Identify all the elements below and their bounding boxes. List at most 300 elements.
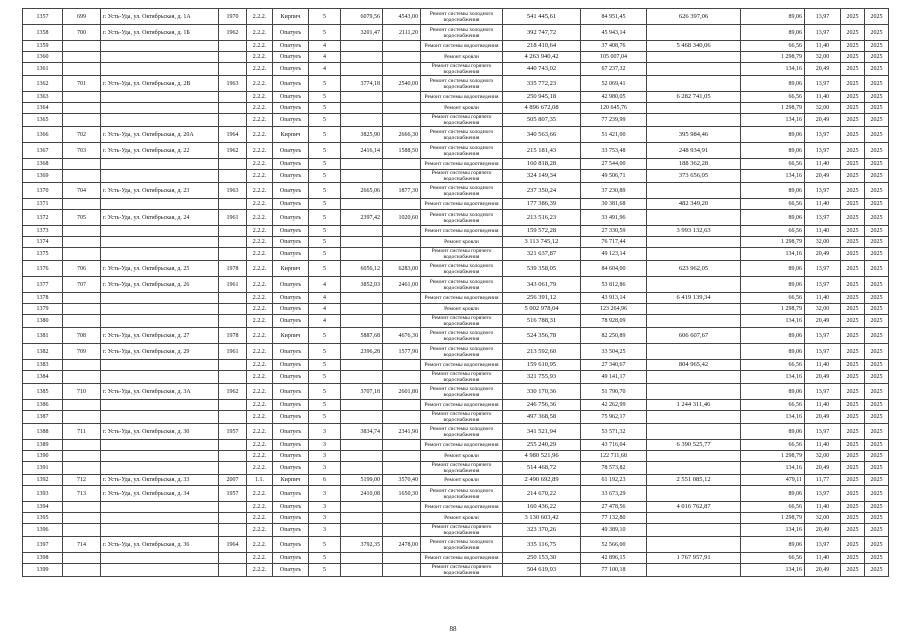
cell-grp: 2.2.2. — [247, 226, 273, 237]
cell-area — [341, 92, 383, 103]
cell-fl: 5 — [309, 76, 341, 92]
cell-y1: 2025 — [841, 114, 865, 127]
cell-mat: Опатуеъ — [273, 41, 309, 52]
cell-cost: 159 610,95 — [503, 360, 581, 371]
cell-area — [341, 502, 383, 513]
cell-liv: 2478,00 — [383, 537, 421, 553]
cell-work: Ремонт кровли — [421, 475, 503, 486]
cell-grp: 2.2.2. — [247, 170, 273, 183]
cell-y2: 2025 — [865, 462, 889, 475]
cell-n: 1368 — [23, 159, 63, 170]
cell-tot: 6 390 525,77 — [647, 440, 741, 451]
cell-area — [341, 159, 383, 170]
cell-n: 1362 — [23, 76, 63, 92]
cell-mat: Опатуеъ — [273, 304, 309, 315]
cell-y1: 2025 — [841, 371, 865, 384]
cell-mat: Опатуеъ — [273, 248, 309, 261]
cell-addr — [101, 411, 219, 424]
cell-mat: Опатуеъ — [273, 76, 309, 92]
table-row — [23, 277, 889, 293]
cell-work: Ремонт системы горячего водоснабжения — [421, 564, 503, 577]
cell-sh: 49 389,10 — [581, 524, 647, 537]
cell-grp: 2.2.2. — [247, 304, 273, 315]
cell-p1: 134,16 — [741, 411, 805, 424]
cell-y1: 2025 — [841, 9, 865, 25]
cell-y1: 2025 — [841, 524, 865, 537]
cell-sh: 45 943,14 — [581, 25, 647, 41]
cell-y1: 2025 — [841, 400, 865, 411]
cell-sh: 76 717,44 — [581, 237, 647, 248]
cell-year: 1961 — [219, 277, 247, 293]
cell-p1: 89,06 — [741, 143, 805, 159]
cell-grp: 2.2.2. — [247, 451, 273, 462]
cell-fl: 3 — [309, 513, 341, 524]
cell-grp: 2.2.2. — [247, 210, 273, 226]
cell-n: 1383 — [23, 360, 63, 371]
cell-y1: 2025 — [841, 199, 865, 210]
cell-ref: 712 — [63, 475, 101, 486]
table-row — [23, 502, 889, 513]
cell-addr: г. Усть-Уда, ул. Октябрьская, д. 1Б — [101, 25, 219, 41]
cell-grp: 2.2.2. — [247, 127, 273, 143]
cell-ref — [63, 315, 101, 328]
cell-sh: 33 673,29 — [581, 486, 647, 502]
table-row — [23, 513, 889, 524]
cell-p1: 134,16 — [741, 170, 805, 183]
cell-work: Ремонт системы холодного водоснабжения — [421, 384, 503, 400]
cell-area — [341, 52, 383, 63]
cell-year: 1961 — [219, 210, 247, 226]
cell-mat: Опатуеъ — [273, 315, 309, 328]
cell-mat: Опатуеъ — [273, 277, 309, 293]
cell-area — [341, 63, 383, 76]
cell-n: 1365 — [23, 114, 63, 127]
cell-sh: 27 330,59 — [581, 226, 647, 237]
cell-n: 1358 — [23, 25, 63, 41]
cell-liv — [383, 114, 421, 127]
cell-y2: 2025 — [865, 103, 889, 114]
table-row — [23, 537, 889, 553]
cell-year — [219, 513, 247, 524]
cell-tot: 606 607,67 — [647, 328, 741, 344]
cell-mat: Опатуеъ — [273, 537, 309, 553]
cell-tot — [647, 304, 741, 315]
table-row — [23, 63, 889, 76]
cell-tot — [647, 114, 741, 127]
cell-p2: 13,97 — [805, 127, 841, 143]
cell-cost: 340 563,66 — [503, 127, 581, 143]
cell-fl: 3 — [309, 440, 341, 451]
table-row — [23, 524, 889, 537]
cell-liv: 4543,00 — [383, 9, 421, 25]
cell-year — [219, 462, 247, 475]
cell-mat: Опатуеъ — [273, 52, 309, 63]
cell-fl: 5 — [309, 564, 341, 577]
cell-year — [219, 371, 247, 384]
table-row — [23, 462, 889, 475]
cell-tot — [647, 237, 741, 248]
cell-area: 3774,18 — [341, 76, 383, 92]
cell-ref — [63, 371, 101, 384]
cell-n: 1398 — [23, 553, 63, 564]
cell-mat: Опатуеъ — [273, 513, 309, 524]
cell-n: 1378 — [23, 293, 63, 304]
cell-grp: 2.2.2. — [247, 564, 273, 577]
cell-work: Ремонт системы горячего водоснабжения — [421, 411, 503, 424]
cell-addr — [101, 400, 219, 411]
cell-p1: 66,56 — [741, 226, 805, 237]
cell-cost: 3 113 745,12 — [503, 237, 581, 248]
cell-liv — [383, 564, 421, 577]
cell-year — [219, 248, 247, 261]
cell-tot — [647, 103, 741, 114]
cell-p1: 134,16 — [741, 462, 805, 475]
cell-fl: 5 — [309, 411, 341, 424]
cell-grp: 2.2.2. — [247, 76, 273, 92]
cell-addr — [101, 248, 219, 261]
cell-n: 1396 — [23, 524, 63, 537]
cell-grp: 2.2.2. — [247, 103, 273, 114]
cell-y2: 2025 — [865, 199, 889, 210]
cell-p2: 20,49 — [805, 315, 841, 328]
cell-y2: 2025 — [865, 502, 889, 513]
cell-n: 1388 — [23, 424, 63, 440]
cell-mat: Кирпич — [273, 328, 309, 344]
cell-ref: 709 — [63, 344, 101, 360]
cell-grp: 2.2.2. — [247, 248, 273, 261]
cell-p2: 20,49 — [805, 524, 841, 537]
cell-liv: 4676,30 — [383, 328, 421, 344]
cell-work: Ремонт системы водоотведения — [421, 502, 503, 513]
cell-p1: 89,06 — [741, 537, 805, 553]
cell-y2: 2025 — [865, 143, 889, 159]
cell-ref — [63, 199, 101, 210]
cell-liv: 2666,30 — [383, 127, 421, 143]
cell-cost: 440 743,02 — [503, 63, 581, 76]
cell-mat: Опатуеъ — [273, 226, 309, 237]
cell-fl: 3 — [309, 424, 341, 440]
cell-y2: 2025 — [865, 400, 889, 411]
cell-fl: 5 — [309, 159, 341, 170]
cell-sh: 77 100,18 — [581, 564, 647, 577]
table-row — [23, 226, 889, 237]
cell-grp: 2.2.2. — [247, 143, 273, 159]
cell-y2: 2025 — [865, 513, 889, 524]
cell-cost: 4 980 521,96 — [503, 451, 581, 462]
cell-work: Ремонт системы холодного водоснабжения — [421, 277, 503, 293]
cell-liv — [383, 440, 421, 451]
cell-work: Ремонт системы холодного водоснабжения — [421, 328, 503, 344]
cell-work: Ремонт системы горячего водоснабжения — [421, 371, 503, 384]
cell-area — [341, 451, 383, 462]
cell-y2: 2025 — [865, 328, 889, 344]
cell-n: 1391 — [23, 462, 63, 475]
cell-n: 1372 — [23, 210, 63, 226]
cell-addr — [101, 159, 219, 170]
cell-mat: Кирпич — [273, 261, 309, 277]
cell-sh: 27 544,00 — [581, 159, 647, 170]
cell-tot: 188 362,28 — [647, 159, 741, 170]
cell-tot: 248 934,91 — [647, 143, 741, 159]
cell-sh: 42 262,99 — [581, 400, 647, 411]
cell-tot: 395 984,46 — [647, 127, 741, 143]
cell-grp: 2.2.2. — [247, 293, 273, 304]
cell-p2: 13,97 — [805, 210, 841, 226]
cell-ref — [63, 502, 101, 513]
cell-n: 1390 — [23, 451, 63, 462]
cell-n: 1374 — [23, 237, 63, 248]
cell-liv — [383, 371, 421, 384]
cell-fl: 4 — [309, 41, 341, 52]
table-row — [23, 143, 889, 159]
cell-mat: Опатуеъ — [273, 451, 309, 462]
cell-tot — [647, 25, 741, 41]
cell-p2: 13,97 — [805, 277, 841, 293]
cell-n: 1371 — [23, 199, 63, 210]
cell-work: Ремонт системы холодного водоснабжения — [421, 143, 503, 159]
cell-year — [219, 63, 247, 76]
cell-area — [341, 41, 383, 52]
cell-liv: 1588,50 — [383, 143, 421, 159]
cell-p1: 89,06 — [741, 127, 805, 143]
cell-y2: 2025 — [865, 440, 889, 451]
cell-year — [219, 553, 247, 564]
cell-liv: 2540,00 — [383, 76, 421, 92]
cell-addr: г. Усть-Уда, ул. Октябрьская, д. 20А — [101, 127, 219, 143]
cell-p2: 20,49 — [805, 63, 841, 76]
cell-y2: 2025 — [865, 63, 889, 76]
cell-fl: 5 — [309, 360, 341, 371]
cell-p1: 89,06 — [741, 344, 805, 360]
table-row — [23, 293, 889, 304]
table-row — [23, 9, 889, 25]
cell-liv: 2461,00 — [383, 277, 421, 293]
cell-y1: 2025 — [841, 103, 865, 114]
cell-tot — [647, 451, 741, 462]
cell-year: 2007 — [219, 475, 247, 486]
cell-p2: 20,49 — [805, 248, 841, 261]
cell-liv: 1650,30 — [383, 486, 421, 502]
cell-addr: г. Усть-Уда, ул. Октябрьская, д. 27 — [101, 328, 219, 344]
cell-liv — [383, 170, 421, 183]
cell-area: 3201,47 — [341, 25, 383, 41]
cell-cost: 505 807,35 — [503, 114, 581, 127]
cell-cost: 5 002 978,04 — [503, 304, 581, 315]
cell-work: Ремонт системы холодного водоснабжения — [421, 537, 503, 553]
cell-y2: 2025 — [865, 170, 889, 183]
cell-work: Ремонт системы холодного водоснабжения — [421, 210, 503, 226]
cell-y2: 2025 — [865, 537, 889, 553]
cell-y2: 2025 — [865, 76, 889, 92]
cell-p1: 66,56 — [741, 199, 805, 210]
cell-tot — [647, 564, 741, 577]
cell-ref — [63, 226, 101, 237]
cell-ref — [63, 293, 101, 304]
cell-year: 1978 — [219, 261, 247, 277]
cell-tot — [647, 52, 741, 63]
cell-mat: Опатуеъ — [273, 170, 309, 183]
cell-ref: 710 — [63, 384, 101, 400]
table-row — [23, 199, 889, 210]
cell-sh: 122 711,68 — [581, 451, 647, 462]
cell-p1: 134,16 — [741, 371, 805, 384]
cell-y1: 2025 — [841, 344, 865, 360]
cell-addr — [101, 360, 219, 371]
cell-area — [341, 400, 383, 411]
cell-fl: 3 — [309, 524, 341, 537]
cell-addr — [101, 451, 219, 462]
cell-p2: 11,40 — [805, 293, 841, 304]
cell-year: 1963 — [219, 183, 247, 199]
cell-mat: Опатуеъ — [273, 440, 309, 451]
cell-cost: 541 445,61 — [503, 9, 581, 25]
cell-ref — [63, 114, 101, 127]
cell-p2: 13,97 — [805, 537, 841, 553]
table-row — [23, 344, 889, 360]
cell-year — [219, 103, 247, 114]
cell-n: 1387 — [23, 411, 63, 424]
cell-work: Ремонт системы водоотведения — [421, 226, 503, 237]
cell-fl: 5 — [309, 9, 341, 25]
cell-tot — [647, 462, 741, 475]
cell-area — [341, 293, 383, 304]
cell-y1: 2025 — [841, 92, 865, 103]
cell-grp: 2.2.2. — [247, 237, 273, 248]
cell-tot: 4 016 762,87 — [647, 502, 741, 513]
cell-n: 1393 — [23, 486, 63, 502]
cell-p2: 11,40 — [805, 226, 841, 237]
cell-year — [219, 52, 247, 63]
cell-p1: 89,06 — [741, 210, 805, 226]
cell-work: Ремонт системы водоотведения — [421, 199, 503, 210]
cell-grp: 2.2.2. — [247, 52, 273, 63]
cell-ref — [63, 159, 101, 170]
cell-ref — [63, 63, 101, 76]
table-row — [23, 41, 889, 52]
table-row — [23, 440, 889, 451]
cell-y1: 2025 — [841, 451, 865, 462]
cell-p1: 134,16 — [741, 248, 805, 261]
cell-area — [341, 513, 383, 524]
cell-addr — [101, 92, 219, 103]
cell-p2: 13,97 — [805, 486, 841, 502]
cell-area: 2397,42 — [341, 210, 383, 226]
cell-tot — [647, 63, 741, 76]
cell-work: Ремонт системы водоотведения — [421, 360, 503, 371]
cell-cost: 514 468,72 — [503, 462, 581, 475]
cell-p1: 89,06 — [741, 277, 805, 293]
cell-grp: 2.2.2. — [247, 384, 273, 400]
cell-sh: 120 645,76 — [581, 103, 647, 114]
cell-p1: 89,06 — [741, 486, 805, 502]
cell-year: 1962 — [219, 384, 247, 400]
cell-ref — [63, 524, 101, 537]
cell-year — [219, 114, 247, 127]
cell-tot — [647, 524, 741, 537]
cell-work: Ремонт системы горячего водоснабжения — [421, 114, 503, 127]
cell-addr: г. Усть-Уда, ул. Октябрьская, д. 29 — [101, 344, 219, 360]
cell-n: 1395 — [23, 513, 63, 524]
cell-p2: 13,97 — [805, 76, 841, 92]
cell-y2: 2025 — [865, 304, 889, 315]
cell-y2: 2025 — [865, 127, 889, 143]
cell-area — [341, 315, 383, 328]
cell-addr — [101, 114, 219, 127]
cell-y1: 2025 — [841, 502, 865, 513]
cell-mat: Опатуеъ — [273, 237, 309, 248]
cell-y2: 2025 — [865, 159, 889, 170]
cell-liv — [383, 103, 421, 114]
cell-liv — [383, 360, 421, 371]
cell-p1: 1 298,79 — [741, 513, 805, 524]
cell-cost: 324 149,34 — [503, 170, 581, 183]
cell-area — [341, 411, 383, 424]
cell-n: 1385 — [23, 384, 63, 400]
cell-liv: 1577,90 — [383, 344, 421, 360]
cell-mat: Кирпич — [273, 9, 309, 25]
cell-ref — [63, 553, 101, 564]
cell-ref: 713 — [63, 486, 101, 502]
cell-tot: 804 965,42 — [647, 360, 741, 371]
table-row — [23, 237, 889, 248]
cell-y2: 2025 — [865, 411, 889, 424]
cell-mat: Опатуеъ — [273, 411, 309, 424]
cell-ref: 702 — [63, 127, 101, 143]
cell-fl: 3 — [309, 462, 341, 475]
cell-y2: 2025 — [865, 384, 889, 400]
cell-y1: 2025 — [841, 486, 865, 502]
cell-work: Ремонт системы горячего водоснабжения — [421, 315, 503, 328]
cell-cost: 250 945,18 — [503, 92, 581, 103]
cell-fl: 5 — [309, 114, 341, 127]
cell-cost: 4 896 672,08 — [503, 103, 581, 114]
cell-addr: г. Усть-Уда, ул. Октябрьская, д. 33 — [101, 475, 219, 486]
cell-work: Ремонт системы горячего водоснабжения — [421, 462, 503, 475]
cell-y1: 2025 — [841, 537, 865, 553]
cell-y1: 2025 — [841, 440, 865, 451]
cell-ref: 714 — [63, 537, 101, 553]
cell-tot — [647, 76, 741, 92]
cell-fl: 5 — [309, 25, 341, 41]
cell-year — [219, 293, 247, 304]
cell-y1: 2025 — [841, 384, 865, 400]
cell-y1: 2025 — [841, 304, 865, 315]
cell-area: 3792,35 — [341, 537, 383, 553]
cell-cost: 516 788,31 — [503, 315, 581, 328]
cell-sh: 37 408,76 — [581, 41, 647, 52]
cell-year: 1970 — [219, 9, 247, 25]
cell-addr — [101, 462, 219, 475]
cell-addr: г. Усть-Уда, ул. Октябрьская, д. 30 — [101, 424, 219, 440]
cell-p1: 134,16 — [741, 114, 805, 127]
cell-p1: 66,56 — [741, 41, 805, 52]
cell-fl: 5 — [309, 371, 341, 384]
cell-mat: Опатуеъ — [273, 199, 309, 210]
cell-y1: 2025 — [841, 226, 865, 237]
cell-p1: 1 298,79 — [741, 237, 805, 248]
cell-liv — [383, 52, 421, 63]
cell-p2: 13,97 — [805, 424, 841, 440]
cell-n: 1399 — [23, 564, 63, 577]
cell-cost: 256 391,12 — [503, 293, 581, 304]
cell-grp: 2.2.2. — [247, 344, 273, 360]
cell-y1: 2025 — [841, 462, 865, 475]
cell-grp: 2.2.2. — [247, 486, 273, 502]
cell-y1: 2025 — [841, 475, 865, 486]
cell-p2: 32,00 — [805, 304, 841, 315]
cell-y1: 2025 — [841, 315, 865, 328]
cell-y1: 2025 — [841, 76, 865, 92]
